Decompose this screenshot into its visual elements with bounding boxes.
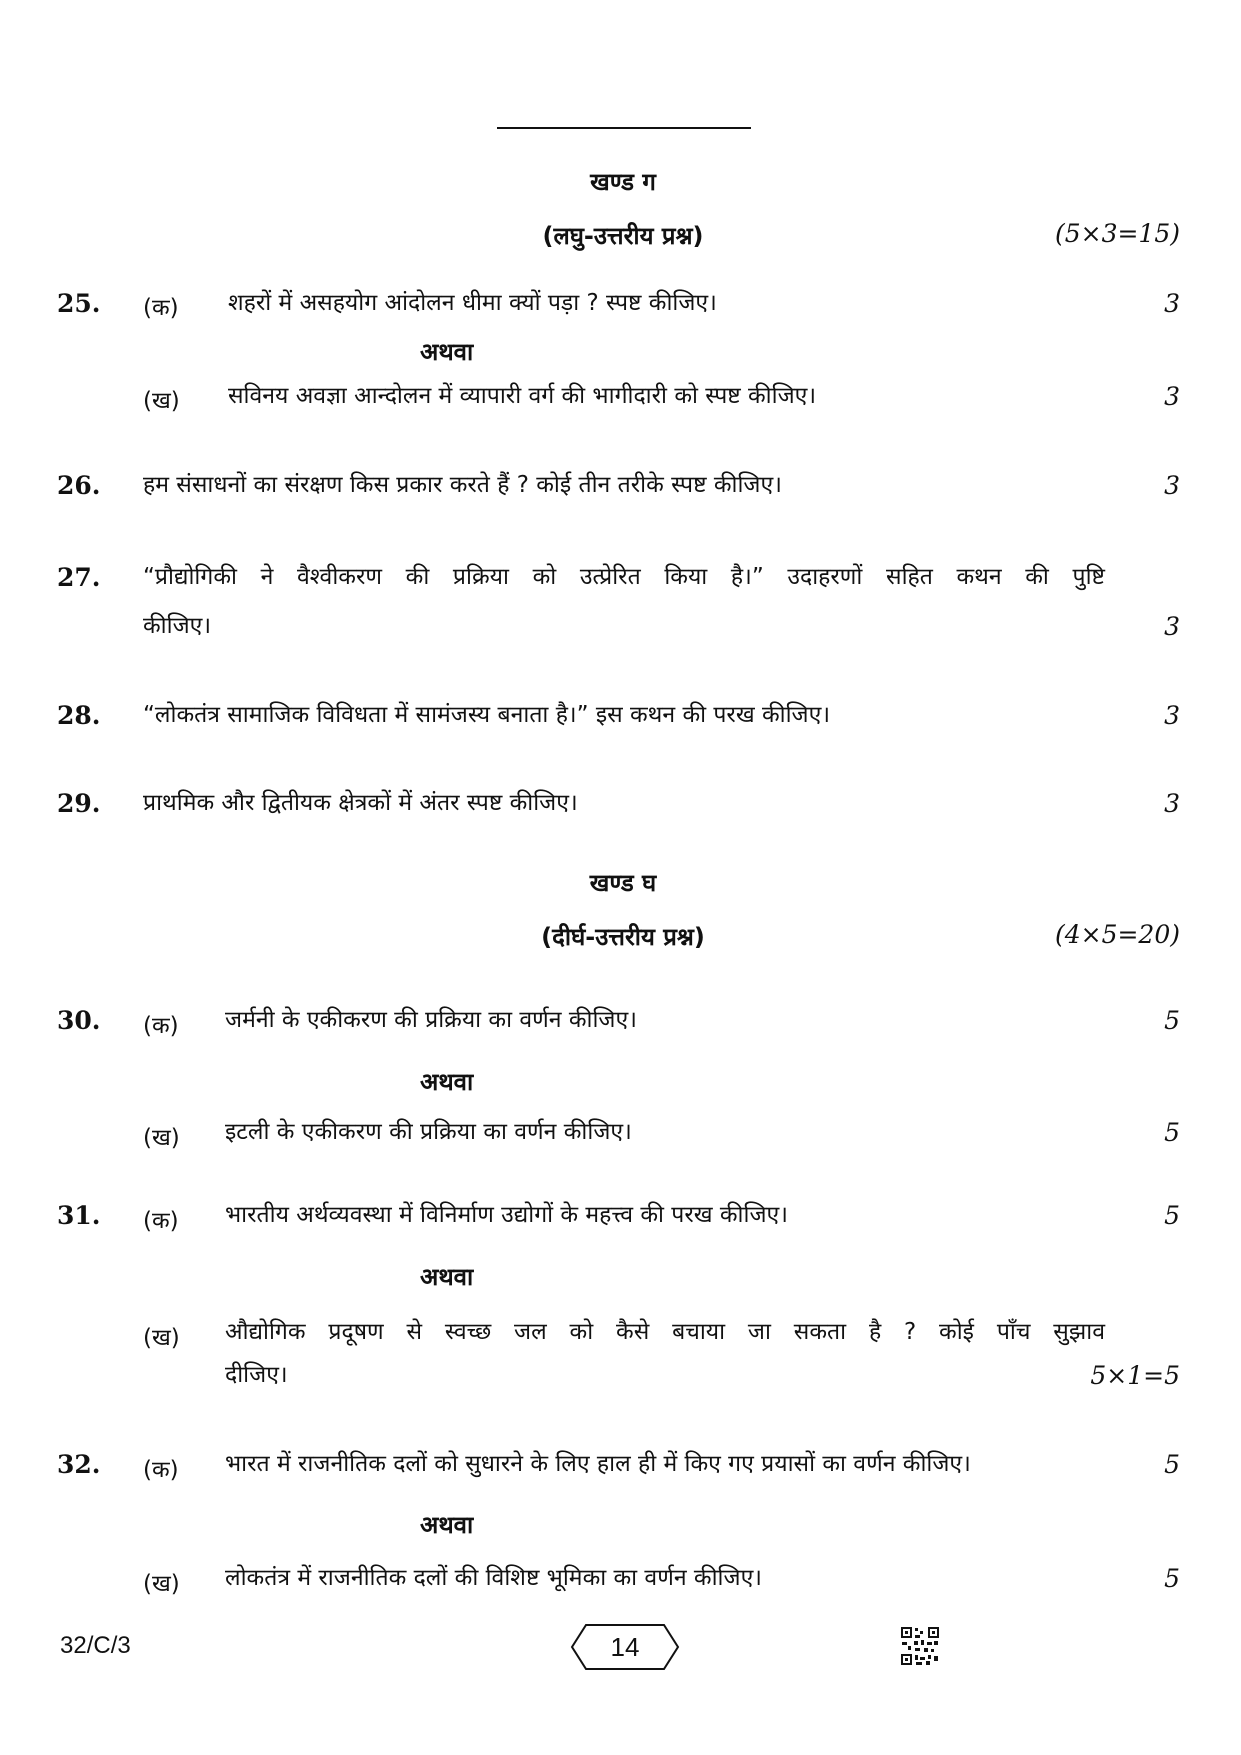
option-label-b: (ख) <box>143 1325 180 1351</box>
section-c-marks: (5×3=15) <box>1054 219 1180 248</box>
section-c-subtitle: (लघु-उत्तरीय प्रश्न) <box>542 222 704 250</box>
question-28-marks: 3 <box>1164 701 1180 730</box>
question-number-29: 29. <box>57 789 101 818</box>
or-label: अथवा <box>420 1068 474 1096</box>
question-31a-text: भारतीय अर्थव्यवस्था में विनिर्माण उद्योगों के महत्त्व की परख कीजिए। <box>225 1202 788 1228</box>
or-label: अथवा <box>420 1511 474 1539</box>
question-32b-text: लोकतंत्र में राजनीतिक दलों की विशिष्ट भूमिका का वर्णन कीजिए। <box>225 1565 763 1591</box>
section-c-title: खण्ड ग <box>590 168 656 196</box>
or-label: अथवा <box>420 338 474 366</box>
top-rule <box>497 127 751 129</box>
question-31a-marks: 5 <box>1164 1201 1180 1230</box>
question-30b-marks: 5 <box>1164 1118 1180 1147</box>
option-label-a: (क) <box>143 1013 179 1039</box>
question-32a-marks: 5 <box>1164 1450 1180 1479</box>
question-26-text: हम संसाधनों का संरक्षण किस प्रकार करते हैं ? कोई तीन तरीके स्पष्ट कीजिए। <box>143 472 782 498</box>
question-30b-text: इटली के एकीकरण की प्रक्रिया का वर्णन कीजिए। <box>225 1119 632 1145</box>
question-29-marks: 3 <box>1164 789 1180 818</box>
question-30a-text: जर्मनी के एकीकरण की प्रक्रिया का वर्णन कीजिए। <box>225 1007 637 1033</box>
section-d-title: खण्ड घ <box>589 869 657 897</box>
question-number-32: 32. <box>57 1450 101 1479</box>
option-label-a: (क) <box>143 1208 179 1234</box>
question-29-text: प्राथमिक और द्वितीयक क्षेत्रकों में अंतर स्पष्ट कीजिए। <box>143 790 578 816</box>
option-label-b: (ख) <box>143 388 180 414</box>
question-25a-marks: 3 <box>1164 289 1180 318</box>
question-27-text-line2: कीजिए। <box>143 613 212 639</box>
qr-code-icon <box>900 1626 940 1666</box>
question-25b-text: सविनय अवज्ञा आन्दोलन में व्यापारी वर्ग की भागीदारी को स्पष्ट कीजिए। <box>228 383 817 409</box>
section-d-subtitle: (दीर्घ-उत्तरीय प्रश्न) <box>541 923 705 951</box>
question-31b-text-line2: दीजिए। <box>225 1362 288 1388</box>
question-26-marks: 3 <box>1164 471 1180 500</box>
section-d-marks: (4×5=20) <box>1054 920 1180 949</box>
question-number-25: 25. <box>57 289 101 318</box>
question-32b-marks: 5 <box>1164 1564 1180 1593</box>
option-label-b: (ख) <box>143 1571 180 1597</box>
question-25b-marks: 3 <box>1164 382 1180 411</box>
question-31b-marks: 5×1=5 <box>1090 1361 1180 1390</box>
question-25a-text: शहरों में असहयोग आंदोलन धीमा क्यों पड़ा ? स्पष्ट कीजिए। <box>228 290 717 316</box>
question-number-31: 31. <box>57 1201 101 1230</box>
question-32a-text: भारत में राजनीतिक दलों को सुधारने के लिए हाल ही में किए गए प्रयासों का वर्णन कीजिए। <box>225 1451 971 1477</box>
question-number-26: 26. <box>57 471 101 500</box>
question-30a-marks: 5 <box>1164 1006 1180 1035</box>
question-27-marks: 3 <box>1164 612 1180 641</box>
option-label-a: (क) <box>143 295 179 321</box>
page-number: 14 <box>610 1632 640 1662</box>
or-label: अथवा <box>420 1263 474 1291</box>
option-label-b: (ख) <box>143 1125 180 1151</box>
option-label-a: (क) <box>143 1457 179 1483</box>
question-number-27: 27. <box>57 563 101 592</box>
question-28-text: “लोकतंत्र सामाजिक विविधता में सामंजस्य बनाता है।” इस कथन की परख कीजिए। <box>143 702 831 728</box>
question-number-28: 28. <box>57 701 101 730</box>
paper-code: 32/C/3 <box>60 1632 131 1659</box>
question-number-30: 30. <box>57 1006 101 1035</box>
question-27-text-line1: “प्रौद्योगिकी ने वैश्वीकरण की प्रक्रिया को उत्प्रेरित किया है।” उदाहरणों सहित कथन की पुष्टि <box>143 564 1105 590</box>
question-31b-text-line1: औद्योगिक प्रदूषण से स्वच्छ जल को कैसे बचाया जा सकता है ? कोई पाँच सुझाव <box>225 1319 1105 1345</box>
